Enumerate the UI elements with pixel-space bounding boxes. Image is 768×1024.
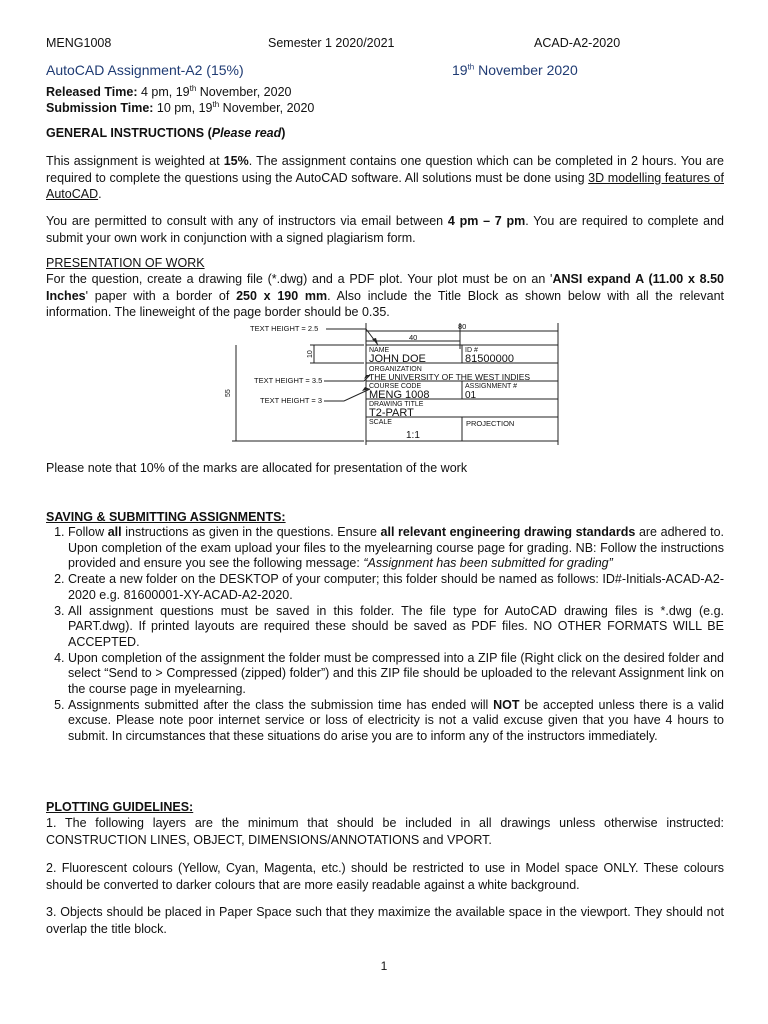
org-label: ORGANIZATION [369, 366, 422, 373]
header-code: ACAD-A2-2020 [534, 36, 621, 50]
presentation-note: Please note that 10% of the marks are allocated for presentation of the work [46, 461, 468, 475]
plotting-paragraph-3: 3. Objects should be placed in Paper Space such that they maximize the available space in the viewport. They should not overlap the title block. [46, 905, 724, 936]
text-height-25: TEXT HEIGHT = 2.5 [250, 324, 319, 333]
saving-item-2: 2. Create a new folder on the DESKTOP of your computer; this folder should be named as follows: ID#-Initials-ACAD-A2-2020 e.g. 81600001-XY-ACAD-A2-2020. [68, 572, 724, 603]
dim-55: 55 [225, 389, 232, 397]
page-number: 1 [380, 959, 388, 973]
drawing-title-value: T2-PART [369, 407, 414, 419]
plotting-paragraph-1: 1. The following layers are the minimum that should be included in all drawings unless otherwise instructed: CONSTRUCTION LINES, OBJECT, DIMENSIONS/ANNOTATIONS and VPORT. [46, 816, 724, 847]
text-height-3: TEXT HEIGHT = 3 [260, 396, 323, 405]
plotting-paragraph-2: 2. Fluorescent colours (Yellow, Cyan, Magenta, etc.) should be restricted to use in Model space ONLY. These colours should be converted to darker colours that are more easily readable against a white background. [46, 861, 724, 892]
scale-value: 1:1 [406, 430, 420, 441]
id-label: ID # [465, 347, 478, 354]
header-semester: Semester 1 2020/2021 [268, 36, 395, 50]
submission-time: Submission Time: 10 pm, 19th November, 2020 [46, 100, 315, 116]
projection-label: PROJECTION [466, 419, 515, 428]
saving-item-4: 4. Upon completion of the assignment the folder must be compressed into a ZIP file (Right click on the desired folder and select “Send to > Compressed (zipped) folder”) and this ZIP file should be uploaded to the relevant Assignment link on the course page in myelearning. [68, 651, 724, 698]
text-height-35: TEXT HEIGHT = 3.5 [254, 376, 323, 385]
dim-80: 80 [458, 322, 467, 331]
assignment-label: ASSIGNMENT # [465, 383, 517, 390]
plotting-heading: PLOTTING GUIDELINES: [46, 800, 194, 814]
assignment-value: 01 [465, 390, 477, 401]
id-value: 81500000 [465, 353, 514, 365]
general-paragraph-1: This assignment is weighted at 15%. The assignment contains one question which can be completed in 2 hours. You are required to complete the questions using the AutoCAD software. All solutions must be done using 3D modelling features of AutoCAD. [46, 154, 724, 201]
saving-item-1: 1. Follow all instructions as given in the questions. Ensure all relevant engineering drawing standards are adhered to. Upon completion of the exam upload your files to the myelearning course page for grading. NB: Follow the instructions provided and ensure you see the following message: “Assignment has been submitted for grading” [68, 525, 724, 572]
scale-label: SCALE [369, 419, 392, 426]
release-time: Released Time: 4 pm, 19th November, 2020 [46, 84, 292, 100]
general-instructions-heading: GENERAL INSTRUCTIONS (Please read) [46, 126, 286, 140]
course-label: COURSE CODE [369, 383, 422, 390]
header-course: MENG1008 [46, 36, 112, 50]
assignment-title: AutoCAD Assignment-A2 (15%) [46, 62, 244, 78]
org-value: THE UNIVERSITY OF THE WEST INDIES [369, 372, 531, 382]
dim-10: 10 [307, 350, 314, 358]
assignment-date: 19th November 2020 [452, 62, 578, 78]
name-label: NAME [369, 347, 390, 354]
name-value: JOHN DOE [369, 353, 426, 365]
presentation-heading: PRESENTATION OF WORK [46, 256, 205, 270]
drawing-title-label: DRAWING TITLE [369, 401, 424, 408]
saving-item-5: 5. Assignments submitted after the class the submission time has ended will NOT be accepted unless there is a valid excuse. Please note poor internet service or loss of electricity is not a valid excuse given that you have 4 hours to submit. In circumstances that these situations do arise you are to inform any of the instructors immediately. [68, 698, 724, 745]
presentation-paragraph: For the question, create a drawing file (*.dwg) and a PDF plot. Your plot must be on an 'ANSI expand A (11.00 x 8.50 Inches' paper with a border of 250 x 190 mm. Also include the Title Block as shown below with all the relevant information. The lineweight of the page border should be 0.35. [46, 272, 725, 319]
general-paragraph-2: You are permitted to consult with any of instructors via email between 4 pm – 7 pm. You are required to complete and submit your own work in conjunction with a signed plagiarism form. [46, 214, 725, 245]
title-block-figure [216, 319, 564, 445]
saving-item-3: 3. All assignment questions must be saved in this folder. The file type for AutoCAD drawing files is *.dwg (e.g. PART.dwg). If printed layouts are required these should be saved as PDF files. NO OTHER FORMATS WILL BE ACCEPTED. [68, 604, 724, 651]
saving-list [46, 525, 724, 745]
course-value: MENG 1008 [369, 389, 430, 401]
saving-heading: SAVING & SUBMITTING ASSIGNMENTS: [46, 510, 286, 524]
dim-40: 40 [409, 333, 418, 342]
